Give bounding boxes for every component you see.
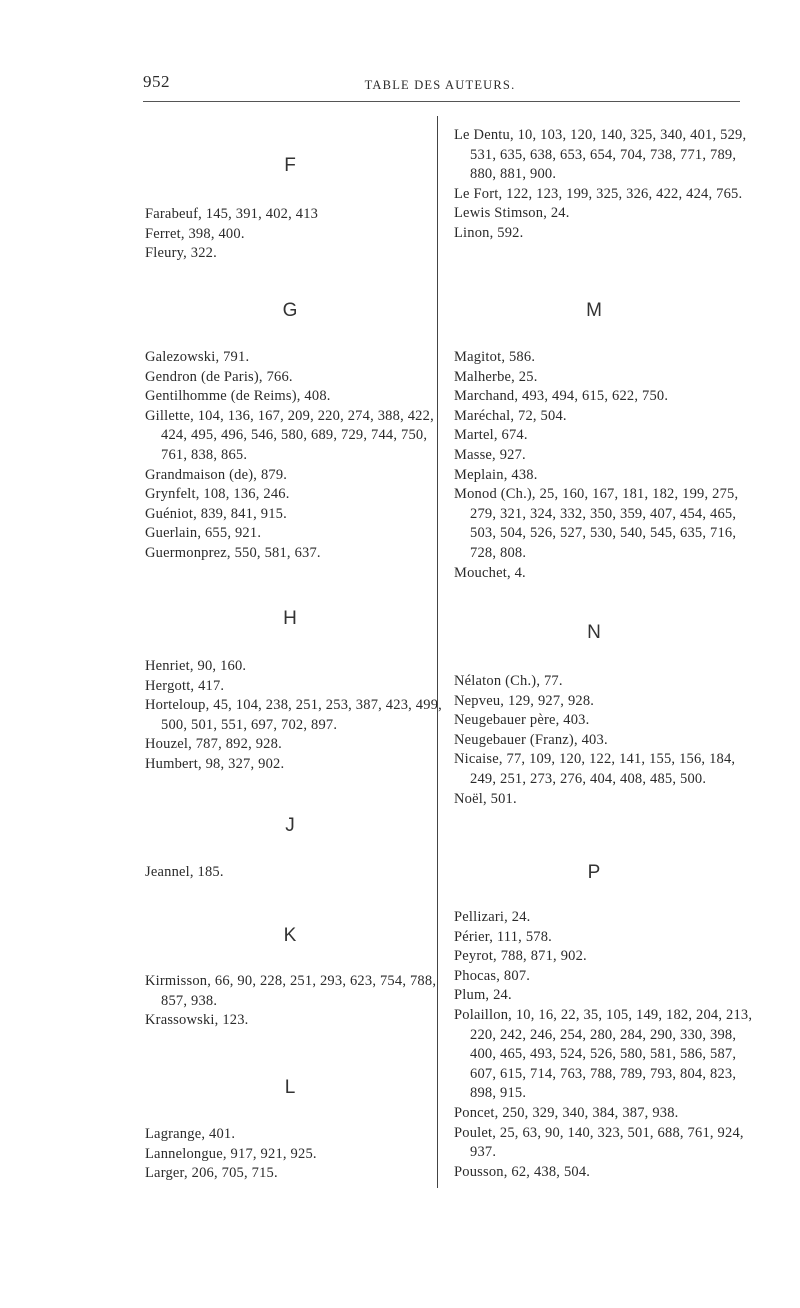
section-p-entries bbox=[454, 908, 754, 1182]
index-entry: Neugebauer (Franz), 403. bbox=[454, 731, 608, 748]
index-entry: Farabeuf, 145, 391, 402, 413 bbox=[145, 206, 319, 222]
section-h-entries bbox=[145, 657, 445, 775]
index-entry: Horteloup, 45, 104, 238, 251, 253, 387, 423, 499, 500, 501, 551, 697, 702, 897. bbox=[145, 697, 442, 733]
index-entry: Plum, 24. bbox=[454, 987, 512, 1004]
index-entry: Poulet, 25, 63, 90, 140, 323, 501, 688, 761, 924, 937. bbox=[454, 1124, 744, 1161]
index-entry: Gentilhomme (de Reims), 408. bbox=[145, 388, 331, 405]
section-letter-h: H bbox=[283, 608, 297, 629]
section-letter-p: P bbox=[587, 862, 601, 883]
section-g-entries bbox=[145, 348, 445, 564]
index-entry: Neugebauer père, 403. bbox=[454, 712, 590, 729]
index-entry: Peyrot, 788, 871, 902. bbox=[454, 948, 587, 965]
page-number: 952 bbox=[143, 72, 170, 91]
index-entry: Jeannel, 185. bbox=[145, 864, 224, 880]
index-entry: Pousson, 62, 438, 504. bbox=[454, 1163, 591, 1180]
index-entry: Poncet, 250, 329, 340, 384, 387, 938. bbox=[454, 1104, 679, 1121]
header-rule bbox=[143, 101, 740, 102]
index-entry: Lannelongue, 917, 921, 925. bbox=[145, 1145, 317, 1162]
index-entry: Humbert, 98, 327, 902. bbox=[145, 755, 285, 772]
index-entry: Grandmaison (de), 879. bbox=[145, 466, 288, 483]
index-entry: Le Dentu, 10, 103, 120, 140, 325, 340, 401, 529, 531, 635, 638, 653, 654, 704, 738, 771, 789, 880, 881, 900. bbox=[454, 127, 747, 183]
section-n-entries bbox=[454, 672, 754, 809]
index-entry: Martel, 674. bbox=[454, 427, 528, 444]
section-letter-l: L bbox=[284, 1077, 296, 1098]
index-entry: Lewis Stimson, 24. bbox=[454, 205, 570, 222]
index-entry: Monod (Ch.), 25, 160, 167, 181, 182, 199, 275, 279, 321, 324, 332, 350, 359, 407, 454, 465, 503, 504, 526, 527, 530, 540, 545, 635, 716, 728, 808. bbox=[454, 486, 739, 561]
index-entry: Guerlain, 655, 921. bbox=[145, 525, 262, 542]
index-entry: Nicaise, 77, 109, 120, 122, 141, 155, 156, 184, 249, 251, 273, 276, 404, 408, 485, 500. bbox=[454, 751, 736, 787]
section-f-entries bbox=[145, 205, 445, 264]
index-entry: Polaillon, 10, 16, 22, 35, 105, 149, 182, 204, 213, 220, 242, 246, 254, 280, 284, 290, 330, 398, 400, 465, 493, 524, 526, 580, 581, 586, 587, 607, 615, 714, 763, 788, 789, 793, 804, 823, 898, 915. bbox=[454, 1006, 753, 1102]
section-k-entries bbox=[145, 972, 445, 1031]
section-letter-g: G bbox=[282, 300, 298, 321]
index-entry: Lagrange, 401. bbox=[145, 1126, 236, 1142]
index-entry: Linon, 592. bbox=[454, 224, 524, 241]
running-head: TABLE DES AUTEURS. bbox=[364, 78, 516, 92]
index-entry: Galezowski, 791. bbox=[145, 349, 250, 365]
index-entry: Gillette, 104, 136, 167, 209, 220, 274, 388, 422, 424, 495, 496, 546, 580, 689, 729, 744, 750, 761, 838, 865. bbox=[145, 407, 434, 463]
index-entry: Kirmisson, 66, 90, 228, 251, 293, 623, 754, 788, 857, 938. bbox=[145, 973, 437, 1009]
index-entry: Le Fort, 122, 123, 199, 325, 326, 422, 424, 765. bbox=[454, 185, 743, 202]
index-entry: Pellizari, 24. bbox=[454, 909, 531, 925]
index-entry: Houzel, 787, 892, 928. bbox=[145, 736, 282, 753]
index-entry: Fleury, 322. bbox=[145, 245, 217, 262]
index-entry: Guermonprez, 550, 581, 637. bbox=[145, 544, 321, 561]
index-entry: Phocas, 807. bbox=[454, 967, 531, 984]
section-letter-f: F bbox=[284, 155, 296, 176]
section-j-entries bbox=[145, 863, 445, 883]
index-entry: Nepveu, 129, 927, 928. bbox=[454, 692, 595, 709]
index-entry: Meplain, 438. bbox=[454, 466, 538, 483]
section-letter-m: M bbox=[586, 300, 602, 321]
index-entry: Krassowski, 123. bbox=[145, 1012, 249, 1029]
index-entry: Ferret, 398, 400. bbox=[145, 225, 245, 242]
section-letter-n: N bbox=[587, 622, 601, 643]
section-m-entries bbox=[454, 348, 754, 583]
index-entry: Nélaton (Ch.), 77. bbox=[454, 673, 563, 689]
index-entry: Périer, 111, 578. bbox=[454, 928, 552, 945]
section-l-entries bbox=[145, 1125, 445, 1184]
section-letter-k: K bbox=[283, 925, 297, 946]
index-entry: Mouchet, 4. bbox=[454, 564, 526, 581]
section-l-continued-entries bbox=[454, 126, 754, 244]
index-entry: Hergott, 417. bbox=[145, 677, 225, 694]
index-entry: Gendron (de Paris), 766. bbox=[145, 368, 293, 385]
index-entry: Larger, 206, 705, 715. bbox=[145, 1165, 278, 1182]
index-entry: Masse, 927. bbox=[454, 446, 526, 463]
index-entry: Noël, 501. bbox=[454, 790, 517, 807]
index-entry: Maréchal, 72, 504. bbox=[454, 407, 567, 424]
section-letter-j: J bbox=[285, 815, 295, 836]
index-entry: Grynfelt, 108, 136, 246. bbox=[145, 486, 290, 503]
index-entry: Malherbe, 25. bbox=[454, 368, 538, 385]
index-entry: Guéniot, 839, 841, 915. bbox=[145, 505, 287, 522]
index-entry: Henriet, 90, 160. bbox=[145, 658, 247, 674]
index-entry: Magitot, 586. bbox=[454, 349, 536, 365]
index-entry: Marchand, 493, 494, 615, 622, 750. bbox=[454, 388, 669, 405]
